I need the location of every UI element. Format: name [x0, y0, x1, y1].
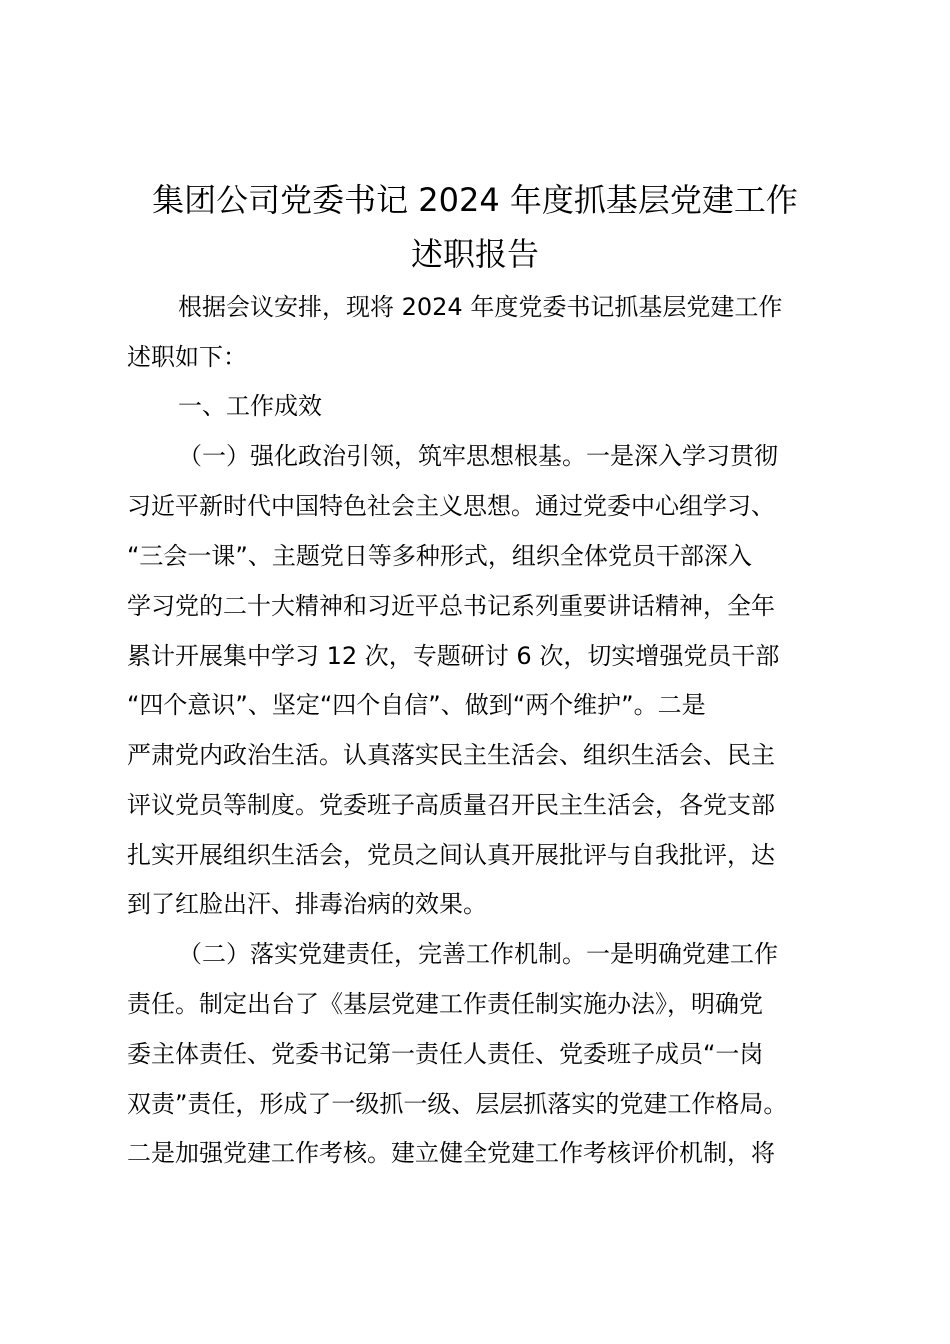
paragraph-line: （一）强化政治引领，筑牢思想根基。一是深入学习贯彻: [178, 442, 778, 470]
paragraph-line: （二）落实党建责任，完善工作机制。一是明确党建工作: [178, 940, 778, 968]
paragraph-line: 习近平新时代中国特色社会主义思想。通过党委中心组学习、: [127, 492, 775, 520]
paragraph-line: “四个意识”、坚定“四个自信”、做到“两个维护”。二是: [127, 691, 706, 719]
document-title-line-1: 集团公司党委书记 2024 年度抓基层党建工作: [152, 181, 798, 219]
paragraph-line: 累计开展集中学习 12 次，专题研讨 6 次，切实增强党员干部: [127, 642, 780, 670]
paragraph-line: “三会一课”、主题党日等多种形式，组织全体党员干部深入: [127, 542, 752, 570]
paragraph-line: 述职如下：: [127, 343, 247, 371]
paragraph-line: 学习党的二十大精神和习近平总书记系列重要讲话精神，全年: [127, 592, 775, 620]
paragraph-line: 评议党员等制度。党委班子高质量召开民主生活会，各党支部: [127, 791, 775, 819]
document-title-line-2: 述职报告: [410, 235, 539, 273]
paragraph-line: 责任。制定出台了《基层党建工作责任制实施办法》，明确党: [127, 990, 763, 1018]
section-heading: 一、工作成效: [178, 392, 322, 420]
paragraph-line: 到了红脸出汗、排毒治病的效果。: [127, 890, 487, 918]
paragraph-line: 二是加强党建工作考核。建立健全党建工作考核评价机制，将: [127, 1139, 775, 1167]
paragraph-line: 严肃党内政治生活。认真落实民主生活会、组织生活会、民主: [127, 741, 775, 769]
paragraph-line: 根据会议安排，现将 2024 年度党委书记抓基层党建工作: [178, 293, 783, 321]
paragraph-line: 扎实开展组织生活会，党员之间认真开展批评与自我批评，达: [127, 841, 775, 869]
paragraph-line: 双责”责任，形成了一级抓一级、层层抓落实的党建工作格局。: [127, 1090, 788, 1118]
paragraph-line: 委主体责任、党委书记第一责任人责任、党委班子成员“一岗: [127, 1040, 764, 1068]
